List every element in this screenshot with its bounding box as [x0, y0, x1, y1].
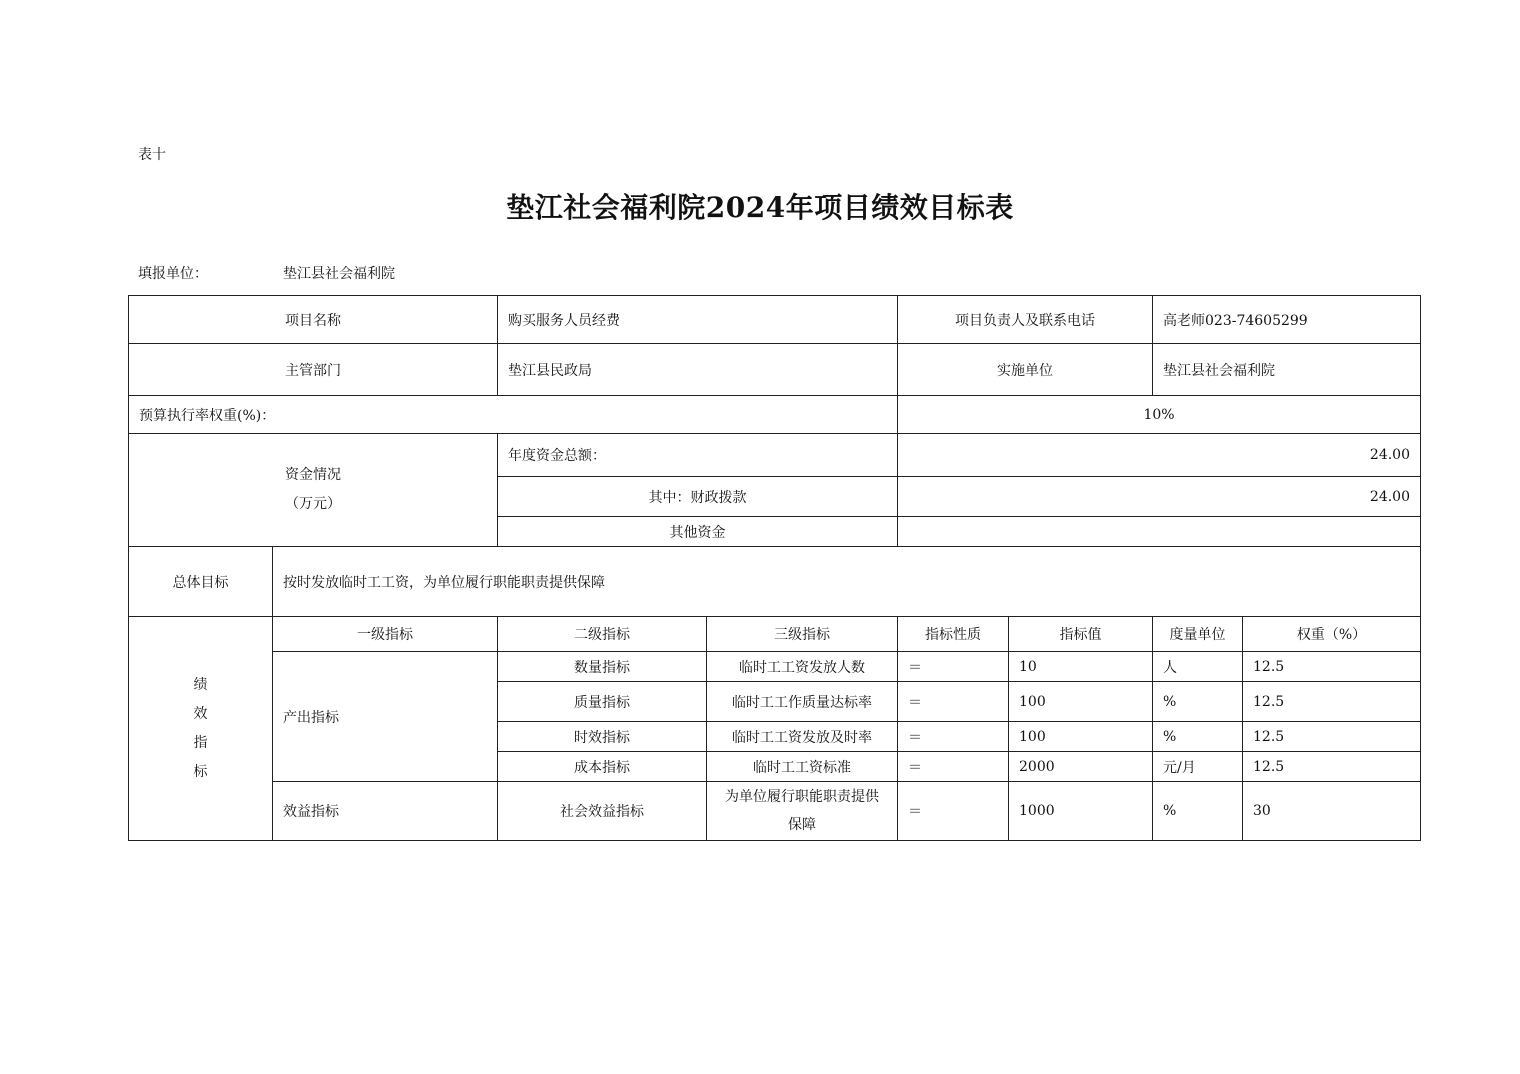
indicator-header-row	[129, 617, 1421, 652]
header-unit: 度量单位	[1153, 617, 1243, 652]
weight-cell: 12.5	[1243, 722, 1421, 752]
budget-rate-label: 预算执行率权重(%)：	[129, 396, 898, 434]
value-cell: 2000	[1009, 752, 1153, 782]
level2-cell: 数量指标	[498, 652, 707, 682]
budget-rate-value: 10%	[898, 396, 1421, 434]
header-level3: 三级指标	[707, 617, 898, 652]
level3-cell: 临时工工作质量达标率	[707, 682, 898, 722]
annual-funds-label: 年度资金总额：	[498, 434, 898, 477]
fiscal-funds-label: 其中：财政拨款	[498, 477, 898, 517]
level2-cell: 时效指标	[498, 722, 707, 752]
other-funds-value	[898, 517, 1421, 547]
header-weight: 权重（%）	[1243, 617, 1421, 652]
nature-cell: ＝	[898, 752, 1009, 782]
output-indicator-label: 产出指标	[273, 652, 498, 782]
implementing-unit-label: 实施单位	[898, 344, 1153, 396]
funds-label-line2: （万元）	[285, 496, 341, 512]
implementing-unit-value: 垫江县社会福利院	[1153, 344, 1421, 396]
header-value: 指标值	[1009, 617, 1153, 652]
overall-goal-label: 总体目标	[129, 547, 273, 617]
unit-cell: %	[1153, 782, 1243, 841]
nature-cell: ＝	[898, 652, 1009, 682]
level2-cell: 质量指标	[498, 682, 707, 722]
level3-line1: 为单位履行职能职责提供	[725, 789, 879, 805]
level3-line2: 保障	[788, 817, 816, 833]
unit-cell: %	[1153, 682, 1243, 722]
project-name-value: 购买服务人员经费	[498, 296, 898, 344]
page-title: 垫江社会福利院2024年项目绩效目标表	[506, 191, 1014, 224]
value-cell: 100	[1009, 722, 1153, 752]
section-char: 指	[193, 734, 208, 751]
table-number: 表十	[138, 147, 166, 163]
section-char: 绩	[193, 676, 208, 693]
level3-cell: 临时工工资发放人数	[707, 652, 898, 682]
project-name-label: 项目名称	[129, 296, 498, 344]
indicator-section-label	[129, 617, 273, 841]
unit-cell: 人	[1153, 652, 1243, 682]
header-nature: 指标性质	[898, 617, 1009, 652]
level2-cell: 成本指标	[498, 752, 707, 782]
value-cell: 100	[1009, 682, 1153, 722]
table-row	[129, 782, 1421, 841]
section-char: 效	[193, 705, 208, 722]
funds-label	[129, 434, 498, 547]
benefit-indicator-label: 效益指标	[273, 782, 498, 841]
table-row	[129, 652, 1421, 682]
reporting-unit-label: 填报单位：	[138, 266, 208, 282]
fiscal-funds-value: 24.00	[898, 477, 1421, 517]
budget-rate-row	[129, 396, 1421, 434]
level3-cell: 临时工工资标准	[707, 752, 898, 782]
annual-funds-value: 24.00	[898, 434, 1421, 477]
value-cell: 10	[1009, 652, 1153, 682]
project-leader-label: 项目负责人及联系电话	[898, 296, 1153, 344]
department-row	[129, 344, 1421, 396]
header-level2: 二级指标	[498, 617, 707, 652]
unit-cell: 元/月	[1153, 752, 1243, 782]
other-funds-label: 其他资金	[498, 517, 898, 547]
funds-annual-row	[129, 434, 1421, 477]
overall-goal-value: 按时发放临时工工资，为单位履行职能职责提供保障	[273, 547, 1421, 617]
section-char: 标	[193, 763, 208, 780]
level3-cell	[707, 782, 898, 841]
nature-cell: ＝	[898, 782, 1009, 841]
reporting-unit-value: 垫江县社会福利院	[283, 266, 395, 282]
value-cell: 1000	[1009, 782, 1153, 841]
weight-cell: 12.5	[1243, 652, 1421, 682]
nature-cell: ＝	[898, 682, 1009, 722]
project-leader-value: 高老师023-74605299	[1153, 296, 1421, 344]
overall-goal-row	[129, 547, 1421, 617]
performance-target-table	[128, 295, 1421, 841]
level2-cell: 社会效益指标	[498, 782, 707, 841]
unit-cell: %	[1153, 722, 1243, 752]
project-name-row	[129, 296, 1421, 344]
weight-cell: 12.5	[1243, 682, 1421, 722]
weight-cell: 30	[1243, 782, 1421, 841]
department-value: 垫江县民政局	[498, 344, 898, 396]
department-label: 主管部门	[129, 344, 498, 396]
level3-cell: 临时工工资发放及时率	[707, 722, 898, 752]
header-level1: 一级指标	[273, 617, 498, 652]
funds-label-line1: 资金情况	[285, 467, 341, 483]
weight-cell: 12.5	[1243, 752, 1421, 782]
nature-cell: ＝	[898, 722, 1009, 752]
